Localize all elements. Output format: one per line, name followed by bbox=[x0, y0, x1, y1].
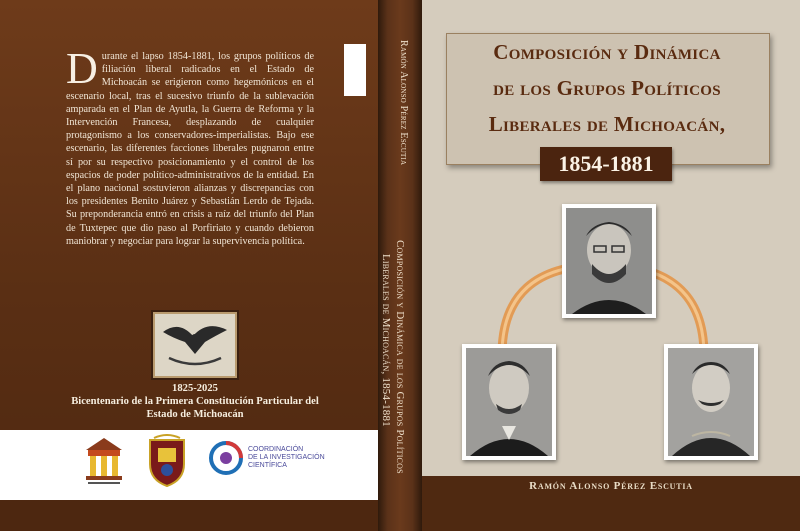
coordination-logo-text bbox=[248, 446, 325, 470]
back-cover-footer bbox=[0, 500, 378, 531]
synopsis-body: urante el lapso 1854-1881, los grupos políticos de filiación liberal radicados en el Estado de Michoacán se erigieron como hegemónicos en el escenario local, tras el sucesivo triunfo de la sublevación amparada en el Plan de Ayutla, la Guerra de Reforma y la Intervención Francesa, desplazando de cualquier protagonismo a los conservadores-imperialistas. Bajo ese escenario, las diferentes facciones liberales pugnaron entre sí por su respectivo posicionamiento y el control de los espacios de poder político-administrativos de la entidad. En el plano nacional sostuvieron alianzas y discrepancias con los presidentes Benito Juárez y Sebastián Lerdo de Tejada. Su preponderancia entró en crisis a raíz del triunfo del Plan de Tuxtepec que dio paso al Porfiriato y cuando debieron maniobrar y negociar para lograr la supervivencia política. bbox=[66, 51, 314, 247]
man-portrait-icon bbox=[668, 348, 754, 456]
portrait-right bbox=[664, 344, 758, 460]
coordination-line1: COORDINACIÓN bbox=[248, 446, 304, 453]
title-line2: de los Grupos Políticos bbox=[493, 76, 721, 100]
title-line3: Liberales de Michoacán, bbox=[488, 112, 726, 136]
front-author: Ramón Alonso Pérez Escutia bbox=[529, 480, 693, 492]
portrait-left bbox=[462, 344, 556, 460]
coordination-logo-icon bbox=[208, 440, 244, 476]
spine-author: Ramón Alonso Pérez Escutia bbox=[398, 40, 409, 166]
university-crest-icon bbox=[146, 434, 188, 488]
title-years: 1854-1881 bbox=[540, 147, 672, 181]
man-portrait-icon bbox=[566, 208, 652, 314]
title-line1: Composición y Dinámica bbox=[493, 40, 721, 64]
synopsis-text bbox=[66, 44, 314, 248]
bicentenary-caption bbox=[40, 382, 350, 421]
bicentenary-years: 1825-2025 bbox=[172, 383, 218, 394]
synopsis-dropcap: D bbox=[66, 44, 98, 93]
spine-title-line1: Composición y Dinámica de los Grupos Políticos bbox=[394, 240, 406, 474]
institution-logo-icon bbox=[82, 436, 126, 486]
eagle-emblem bbox=[153, 312, 237, 378]
spine-title-line2: Liberales de Michoacán, 1854-1881 bbox=[380, 254, 392, 427]
portrait-top bbox=[562, 204, 656, 318]
man-portrait-icon bbox=[466, 348, 552, 456]
logo-band bbox=[0, 430, 378, 500]
bicentenary-line2: Estado de Michoacán bbox=[146, 409, 244, 420]
eagle-icon bbox=[155, 314, 235, 376]
bicentenary-line1: Bicentenario de la Primera Constitución Particular del bbox=[71, 396, 319, 407]
coordination-line3: CIENTÍFICA bbox=[248, 462, 287, 469]
white-tab bbox=[344, 44, 366, 96]
coordination-line2: DE LA INVESTIGACIÓN bbox=[248, 454, 325, 461]
